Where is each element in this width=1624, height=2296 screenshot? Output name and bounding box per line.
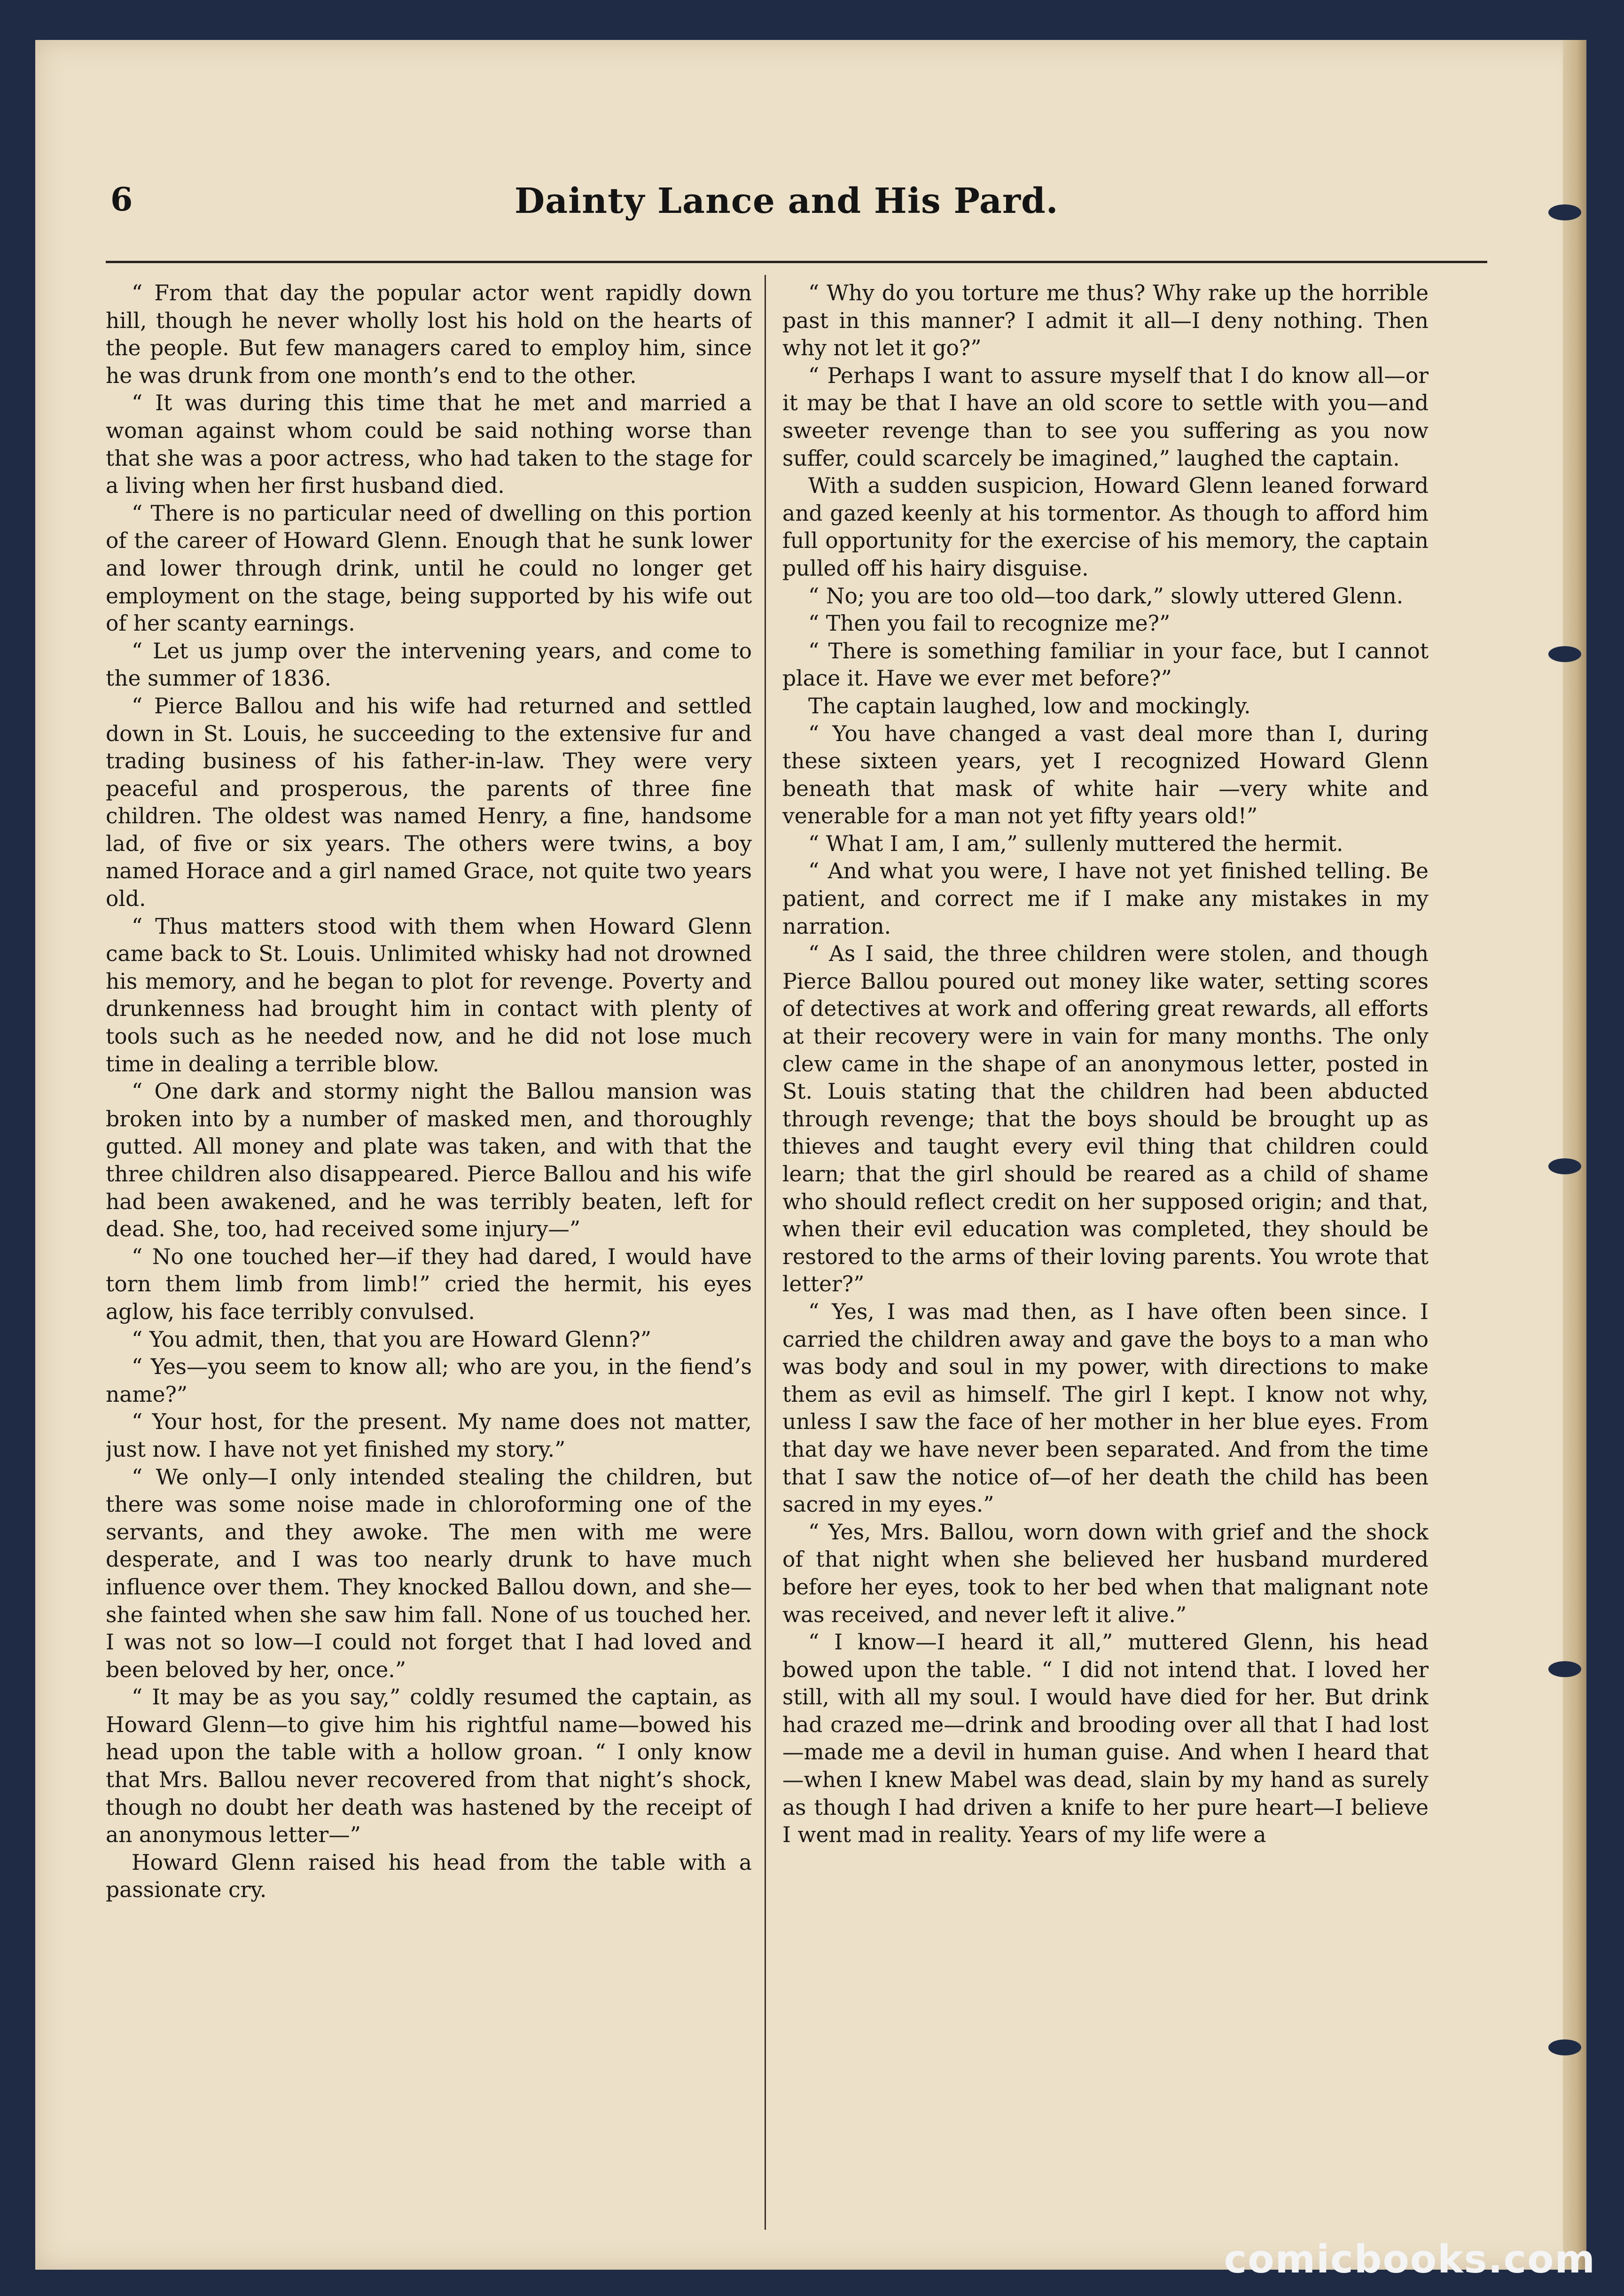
paragraph: “ Let us jump over the intervening years, and come to the summer of 1836. <box>106 638 752 691</box>
paragraph: “ No one touched her—if they had dared, I would have torn them limb from limb!” cried the hermit, his eyes aglow, his face terribly convulsed. <box>106 1244 752 1324</box>
paragraph: “ Why do you torture me thus? Why rake up the horrible past in this manner? I admit it all—I deny nothing. Then why not let it go?” <box>782 281 1429 361</box>
paragraph: “ Yes, I was mad then, as I have often been since. I carried the children away and gave the boys to a man who was body and soul in my power, with directions to make them as evil as himself. The girl I kept. I know not why, unless I saw the face of her mother in her blue eyes. From that day we have never been separated. And from the time that I saw the notice of—of her death the child has been sacred in my eyes.” <box>782 1299 1429 1517</box>
paragraph: “ It may be as you say,” coldly resumed the captain, as Howard Glenn—to give him his rightful name—bowed his head upon the table with a hollow groan. “ I only know that Mrs. Ballou never recovered from that night’s shock, though no doubt her death was hastened by the receipt of an anonymous letter—” <box>106 1685 752 1848</box>
paragraph: “ It was during this time that he met and married a woman against whom could be said nothing worse than that she was a poor actress, who had taken to the stage for a living when her first husband died. <box>106 390 752 499</box>
paragraph: “ One dark and stormy night the Ballou mansion was broken into by a number of masked men, and thoroughly gutted. All money and plate was taken, and with that the three children also disappeared. Pierce Ballou and his wife had been awakened, and he was terribly beaten, left for dead. She, too, had received some injury—” <box>106 1079 752 1242</box>
paragraph: “ You admit, then, that you are Howard Glenn?” <box>132 1327 652 1352</box>
binding-hole <box>1548 2039 1581 2055</box>
left-column <box>106 280 752 2225</box>
paragraph: “ You have changed a vast deal more than I, during these sixteen years, yet I recognized Howard Glenn beneath that mask of white hair —very white and venerable for a man not yet fifty years old!” <box>782 721 1429 829</box>
binding-hole <box>1548 1158 1581 1174</box>
page-spine-edge <box>1563 40 1586 2270</box>
paragraph: Howard Glenn raised his head from the table with a passionate cry. <box>106 1850 752 1903</box>
header-rule <box>106 261 1487 263</box>
paragraph: “ There is no particular need of dwelling on this portion of the career of Howard Glenn. Enough that he sunk lower and lower through drink, until he could no longer get employment on the stage, being supported by his wife out of her scanty earnings. <box>106 500 752 636</box>
paragraph: “ There is something familiar in your face, but I cannot place it. Have we ever met before?” <box>782 638 1429 691</box>
paragraph: “ And what you were, I have not yet finished telling. Be patient, and correct me if I make any mistakes in my narration. <box>782 859 1429 939</box>
paragraph: “ From that day the popular actor went rapidly down hill, though he never wholly lost his hold on the hearts of the people. But few managers cared to employ him, since he was drunk from one month’s end to the other. <box>106 281 752 388</box>
paragraph: “ Yes, Mrs. Ballou, worn down with grief and the shock of that night when she believed her husband murdered before her eyes, took to her bed when that malignant note was received, and never left it alive.” <box>782 1519 1429 1627</box>
column-divider <box>765 275 766 2230</box>
page-header <box>35 181 1530 237</box>
binding-hole <box>1548 1661 1581 1677</box>
binding-hole <box>1548 204 1581 220</box>
paragraph: “ What I am, I am,” sullenly muttered the hermit. <box>808 831 1343 856</box>
page-number: 6 <box>110 181 133 219</box>
paragraph: “ Thus matters stood with them when Howard Glenn came back to St. Louis. Unlimited whisky had not drowned his memory, and he began to plot for revenge. Poverty and drunkenness had brought him in contact with plenty of tools such as he needed now, and he did not lose much time in dealing a terrible blow. <box>106 914 752 1077</box>
paragraph: With a sudden suspicion, Howard Glenn leaned forward and gazed keenly at his tormentor. As though to afford him full opportunity for the exercise of his memory, the captain pulled off his hairy disguise. <box>782 473 1429 581</box>
paragraph: “ As I said, the three children were stolen, and though Pierce Ballou poured out money like water, setting scores of detectives at work and offering great rewards, all efforts at their recovery were in vain for many months. The only clew came in the shape of an anonymous letter, posted in St. Louis stating that the children had been abducted through revenge; that the boys should be brought up as thieves and taught every evil thing that children could learn; that the girl should be reared as a child of shame who should reflect credit on her supposed origin; and that, when their evil education was completed, they should be restored to the arms of their loving parents. You wrote that letter?” <box>782 941 1429 1297</box>
paragraph: “ Yes—you seem to know all; who are you, in the fiend’s name?” <box>106 1354 752 1407</box>
paragraph: “ No; you are too old—too dark,” slowly uttered Glenn. <box>808 583 1404 609</box>
paragraph: “ Then you fail to recognize me?” <box>808 611 1171 636</box>
paragraph: “ I know—I heard it all,” muttered Glenn, his head bowed upon the table. “ I did not intend that. I loved her still, with all my soul. I would have died for her. But drink had crazed me—drink and brooding over all that I had lost —made me a devil in human guise. And when I heard that—when I knew Mabel was dead, slain by my hand as surely as though I had driven a knife to her pure heart—I believe I went mad in reality. Years of my life were a <box>782 1630 1429 1848</box>
paragraph: “ We only—I only intended stealing the children, but there was some noise made in chloroforming one of the servants, and they awoke. The men with me were desperate, and I was too nearly drunk to have much influence over them. They knocked Ballou down, and she—she fainted when she saw him fall. None of us touched her. I was not so low—I could not forget that I had loved and been beloved by her, once.” <box>106 1464 752 1682</box>
paragraph: The captain laughed, low and mockingly. <box>808 693 1251 718</box>
book-page <box>35 40 1586 2270</box>
watermark-text: comicbooks.com <box>1224 2237 1596 2282</box>
paragraph: “ Your host, for the present. My name does not matter, just now. I have not yet finished my story.” <box>106 1409 752 1462</box>
paragraph: “ Perhaps I want to assure myself that I do know all—or it may be that I have an old score to settle with you—and sweeter revenge than to see you suffering as you now suffer, could scarcely be imagined,” laughed the captain. <box>782 363 1429 471</box>
right-column <box>782 280 1429 2225</box>
paragraph: “ Pierce Ballou and his wife had returned and settled down in St. Louis, he succeeding to the extensive fur and trading business of his father-in-law. They were very peaceful and prosperous, the parents of three fine children. The oldest was named Henry, a fine, handsome lad, of five or six years. The others were twins, a boy named Horace and a girl named Grace, not quite two years old. <box>106 693 752 912</box>
binding-hole <box>1548 646 1581 662</box>
running-title: Dainty Lance and His Pard. <box>515 181 1059 221</box>
